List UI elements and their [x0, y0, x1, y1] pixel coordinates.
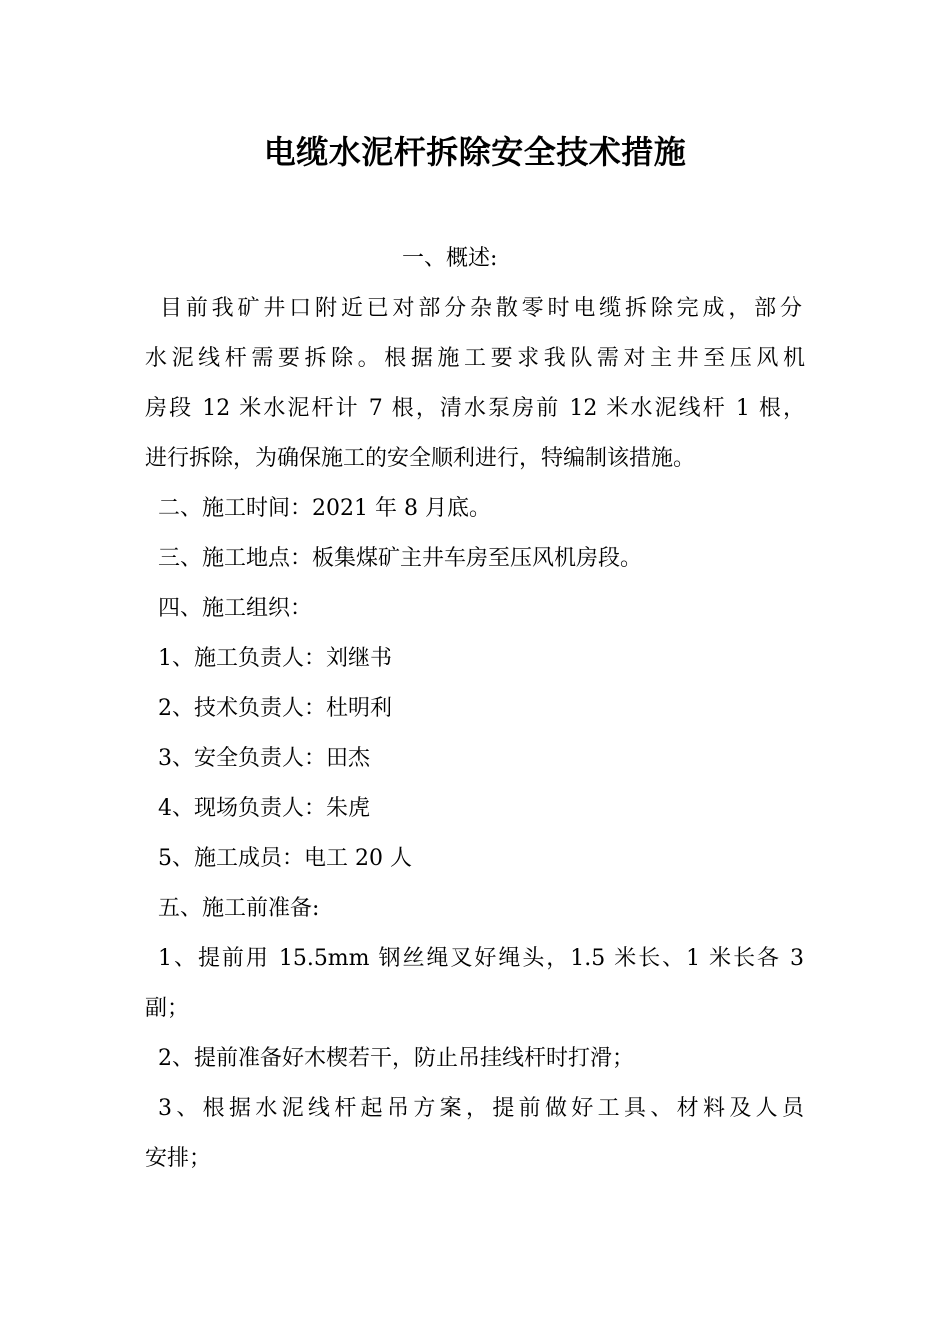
section-heading-organization: 四、施工组织：: [158, 596, 313, 621]
overview-line-4: 进行拆除，为确保施工的安全顺利进行，特编制该措施。: [145, 446, 696, 471]
org-item-construction-lead: 1、施工负责人：刘继书: [158, 646, 392, 671]
overview-line-2: 水泥线杆需要拆除。根据施工要求我队需对主井至压风机: [145, 346, 805, 371]
prep-item-3-line-1: 3、根据水泥线杆起吊方案，提前做好工具、材料及人员: [158, 1096, 804, 1121]
org-item-safety-lead: 3、安全负责人：田杰: [158, 746, 370, 771]
section-heading-overview: 一、概述:: [402, 246, 498, 271]
prep-item-3-line-2: 安排；: [145, 1146, 212, 1171]
org-item-technical-lead: 2、技术负责人：杜明利: [158, 696, 392, 721]
section-construction-time: 二、施工时间：2021 年 8 月底。: [158, 496, 491, 521]
section-heading-preparation: 五、施工前准备:: [158, 896, 320, 921]
org-item-site-lead: 4、现场负责人：朱虎: [158, 796, 370, 821]
org-item-crew: 5、施工成员：电工 20 人: [158, 846, 412, 871]
overview-line-1: 目前我矿井口附近已对部分杂散零时电缆拆除完成，部分: [160, 296, 802, 321]
prep-item-2: 2、提前准备好木楔若干，防止吊挂线杆时打滑；: [158, 1046, 634, 1071]
prep-item-1-line-2: 副；: [145, 996, 190, 1021]
section-construction-location: 三、施工地点：板集煤矿主井车房至压风机房段。: [158, 546, 643, 571]
overview-line-3: 房段 12 米水泥杆计 7 根，清水泵房前 12 米水泥线杆 1 根，: [145, 396, 805, 421]
document-title: 电缆水泥杆拆除安全技术措施: [263, 133, 687, 171]
prep-item-1-line-1: 1、提前用 15.5mm 钢丝绳叉好绳头，1.5 米长、1 米长各 3: [158, 946, 804, 971]
